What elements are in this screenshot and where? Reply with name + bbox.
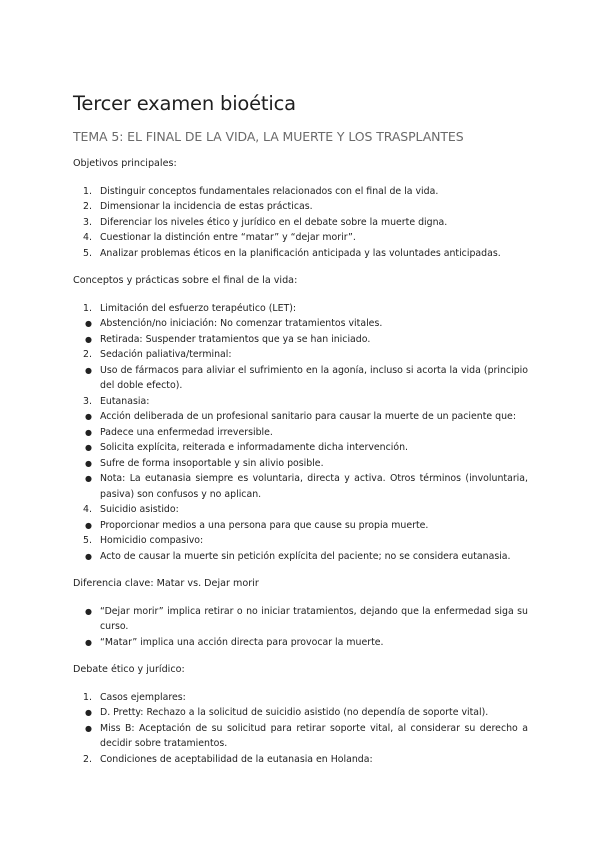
- bullet-item: [73, 518, 528, 534]
- list-item-text: Proporcionar medios a una persona para que cause su propia muerte.: [100, 519, 429, 531]
- bullet-item: [73, 425, 528, 441]
- list-item-text: Cuestionar la distinción entre “matar” y “dejar morir”.: [100, 232, 356, 243]
- list-item-text: D. Pretty: Rechazo a la solicitud de suicidio asistido (no dependía de soporte vital).: [100, 707, 489, 718]
- list-item-text: Padece una enfermedad irreversible.: [100, 426, 273, 438]
- list-item-text: Condiciones de aceptabilidad de la eutanasia en Holanda:: [100, 753, 373, 765]
- objective-item: [73, 230, 528, 246]
- bullet-icon: ●: [85, 412, 92, 421]
- list-item-text: Acto de causar la muerte sin petición explícita del paciente; no se considera eutanasia.: [100, 550, 511, 562]
- list-item-text: Retirada: Suspender tratamientos que ya se han iniciado.: [100, 333, 371, 345]
- list-number: 1.: [83, 691, 92, 703]
- bullet-item: [73, 409, 528, 425]
- bullet-icon: ●: [85, 427, 92, 437]
- bullet-item: [73, 705, 528, 721]
- concepts-list: [73, 301, 528, 565]
- objectives-section: [73, 156, 528, 261]
- objectives-list: [73, 184, 528, 262]
- document-subtitle: TEMA 5: EL FINAL DE LA VIDA, LA MUERTE Y LOS TRASPLANTES: [73, 129, 464, 144]
- bullet-icon: ●: [85, 319, 92, 328]
- bullet-item: [73, 332, 528, 348]
- objective-item: [73, 246, 528, 262]
- list-number: 4.: [83, 504, 92, 515]
- bullet-icon: ●: [85, 637, 92, 647]
- list-item-text: Sufre de forma insoportable y sin alivio posible.: [100, 457, 324, 469]
- list-item-text: Limitación del esfuerzo terapéutico (LET):: [100, 302, 297, 314]
- list-item-text: Dimensionar la incidencia de estas prácticas.: [100, 201, 313, 212]
- list-item-text: “Dejar morir” implica retirar o no iniciar tratamientos, dejando que la enfermedad siga su curso.: [100, 605, 528, 632]
- list-item-text: Uso de fármacos para aliviar el sufrimiento en la agonía, incluso si acorta la vida (principio del doble efecto).: [100, 364, 528, 391]
- numbered-item: [73, 301, 528, 317]
- list-number: 1.: [83, 185, 92, 197]
- objective-item: [73, 199, 528, 215]
- list-item-text: Suicidio asistido:: [100, 504, 179, 515]
- bullet-icon: ●: [85, 606, 92, 616]
- list-number: 3.: [83, 395, 92, 407]
- objectives-heading: Objetivos principales:: [73, 158, 177, 169]
- numbered-item: [73, 533, 528, 549]
- list-item-text: Eutanasia:: [100, 395, 150, 407]
- list-item-text: Miss B: Aceptación de su solicitud para retirar soporte vital, al considerar su derecho a decidir sobre tratamientos.: [100, 722, 528, 749]
- bullet-icon: ●: [85, 708, 92, 717]
- list-item-text: Nota: La eutanasia siempre es voluntaria, directa y activa. Otros términos (involuntaria, pasiva) son confusos y no aplican.: [100, 473, 528, 500]
- bullet-item: [73, 440, 528, 456]
- numbered-item: [73, 394, 528, 410]
- list-number: 1.: [83, 302, 92, 314]
- bullet-icon: ●: [85, 551, 92, 561]
- list-item-text: Sedación paliativa/terminal:: [100, 349, 232, 360]
- bullet-icon: ●: [85, 474, 92, 483]
- list-number: 4.: [83, 232, 92, 243]
- bullet-item: [73, 363, 528, 394]
- bullet-icon: ●: [85, 443, 92, 452]
- numbered-item: [73, 347, 528, 363]
- debate-section: [73, 662, 528, 767]
- difference-heading: Diferencia clave: Matar vs. Dejar morir: [73, 578, 259, 589]
- bullet-item: [73, 721, 528, 752]
- list-number: 2.: [83, 753, 92, 765]
- bullet-item: [73, 549, 528, 565]
- numbered-item: [73, 502, 528, 518]
- list-number: 2.: [83, 201, 92, 212]
- bullet-icon: ●: [85, 334, 92, 344]
- objective-item: [73, 215, 528, 231]
- list-item-text: Distinguir conceptos fundamentales relacionados con el final de la vida.: [100, 185, 439, 197]
- difference-item: [73, 604, 528, 635]
- list-number: 2.: [83, 349, 92, 360]
- concepts-heading: Conceptos y prácticas sobre el final de la vida:: [73, 275, 298, 286]
- numbered-item: [73, 752, 528, 768]
- debate-list: [73, 690, 528, 768]
- difference-section: [73, 576, 528, 650]
- concepts-section: [73, 273, 528, 564]
- bullet-icon: ●: [85, 520, 92, 530]
- debate-heading: Debate ético y jurídico:: [73, 664, 185, 675]
- list-number: 5.: [83, 247, 92, 259]
- list-item-text: Casos ejemplares:: [100, 691, 186, 703]
- document-title: Tercer examen bioética: [73, 92, 296, 115]
- bullet-icon: ●: [85, 365, 92, 375]
- bullet-item: [73, 456, 528, 472]
- list-item-text: Homicidio compasivo:: [100, 535, 204, 546]
- bullet-item: [73, 316, 528, 332]
- bullet-item: [73, 471, 528, 502]
- list-item-text: Abstención/no iniciación: No comenzar tratamientos vitales.: [100, 318, 383, 329]
- bullet-icon: ●: [85, 723, 92, 733]
- list-item-text: Acción deliberada de un profesional sanitario para causar la muerte de un paciente que:: [100, 411, 516, 422]
- list-item-text: Diferenciar los niveles ético y jurídico en el debate sobre la muerte digna.: [100, 216, 448, 228]
- difference-list: [73, 604, 528, 651]
- list-item-text: Solicita explícita, reiterada e informadamente dicha intervención.: [100, 442, 409, 453]
- list-number: 5.: [83, 535, 92, 546]
- numbered-item: [73, 690, 528, 706]
- bullet-icon: ●: [85, 458, 92, 468]
- list-item-text: Analizar problemas éticos en la planificación anticipada y las voluntades anticipadas.: [100, 247, 501, 259]
- difference-item: [73, 635, 528, 651]
- list-number: 3.: [83, 216, 92, 228]
- list-item-text: “Matar” implica una acción directa para provocar la muerte.: [100, 636, 384, 648]
- objective-item: [73, 184, 528, 200]
- document-page: [73, 92, 528, 767]
